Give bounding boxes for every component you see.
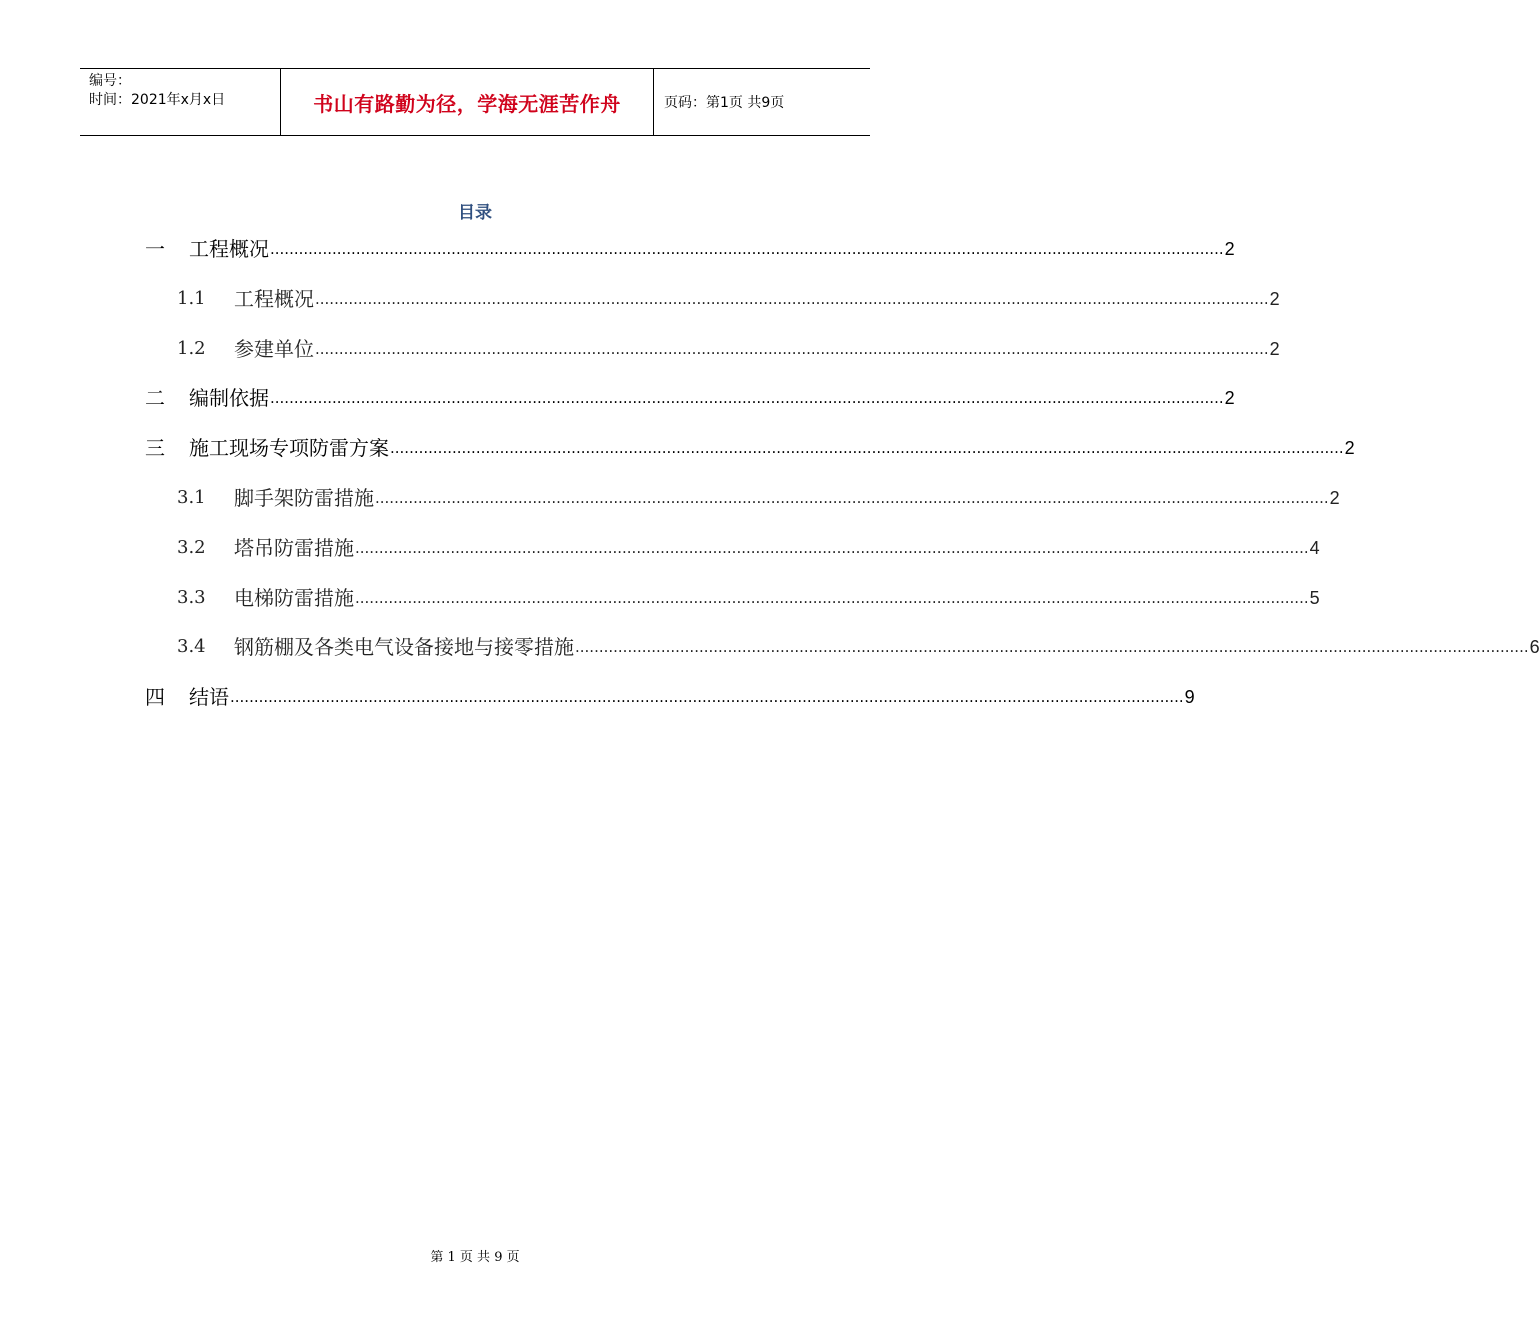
toc-entry-page: 9 — [1184, 687, 1195, 708]
toc-entry-label: 施工现场专项防雷方案 — [189, 436, 389, 461]
toc-entry[interactable] — [177, 335, 1280, 363]
toc-entry[interactable] — [145, 384, 1235, 412]
toc-entry-label: 电梯防雷措施 — [234, 585, 354, 610]
toc-leader-dots: ........................................................................................................................................................................................................ — [355, 588, 1309, 607]
toc-entry-label: 编制依据 — [189, 386, 269, 411]
toc-entry[interactable] — [145, 235, 1235, 263]
toc-entry-page: 2 — [1344, 438, 1355, 459]
toc-entry-page: 5 — [1309, 587, 1320, 608]
toc-entry-label: 钢筋棚及各类电气设备接地与接零措施 — [234, 635, 574, 660]
toc-entry-number: 1.1 — [177, 287, 206, 309]
toc-entry[interactable] — [177, 285, 1280, 313]
toc-leader-dots: ........................................................................................................................................................................................................ — [575, 638, 1529, 657]
page-footer: 第 1 页 共 9 页 — [430, 1250, 520, 1265]
toc-leader-dots: ........................................................................................................................................................................................................ — [355, 538, 1309, 557]
toc-entry-number: 3.2 — [177, 536, 206, 558]
toc-entry-page: 2 — [1329, 488, 1340, 508]
toc-entry-page: 2 — [1224, 239, 1235, 259]
toc-entry-number: 3.1 — [177, 487, 206, 508]
toc-entry[interactable] — [177, 484, 1340, 512]
header-meta — [80, 69, 281, 135]
toc-entry-number: 四 — [145, 685, 165, 710]
toc-entry-label: 工程概况 — [189, 237, 269, 261]
toc-leader-dots: ........................................................................................................................................................................................................ — [270, 389, 1224, 408]
toc-entry[interactable] — [145, 683, 1195, 711]
toc-entry-page: 6 — [1529, 637, 1540, 658]
toc-entry-label: 参建单位 — [234, 336, 314, 361]
header-page-info: 页码：第1页 共9页 — [664, 95, 785, 111]
toc-entry-label: 工程概况 — [234, 286, 314, 311]
toc-entry-label: 脚手架防雷措施 — [234, 486, 374, 510]
toc-entry-page: 4 — [1309, 537, 1320, 558]
toc-entry-number: 二 — [145, 386, 165, 411]
toc-entry[interactable] — [177, 534, 1320, 562]
toc-entry-number: 1.2 — [177, 337, 206, 359]
toc-entry-number: 一 — [145, 237, 165, 261]
toc-entry-page: 2 — [1269, 338, 1280, 359]
toc-leader-dots: ........................................................................................................................................................................................................ — [315, 289, 1269, 308]
time-label: 时间：2021年x月x日 — [89, 92, 226, 108]
toc-entry-page: 2 — [1269, 288, 1280, 309]
document-header — [80, 68, 870, 136]
toc-entry-number: 3.3 — [177, 586, 206, 608]
toc-entry-label: 塔吊防雷措施 — [234, 535, 354, 560]
toc-entry-number: 三 — [145, 436, 165, 461]
toc-leader-dots: ........................................................................................................................................................................................................ — [230, 688, 1184, 707]
toc-leader-dots: ........................................................................................................................................................................................................ — [390, 439, 1344, 458]
number-label: 编号： — [89, 73, 131, 89]
toc-entry-label: 结语 — [189, 685, 229, 710]
toc-entry[interactable] — [177, 584, 1320, 612]
header-motto: 书山有路勤为径，学海无涯苦作舟 — [281, 69, 654, 135]
toc-leader-dots: ........................................................................................................................................................................................................ — [315, 339, 1269, 358]
toc-entry-page: 2 — [1224, 388, 1235, 409]
toc-leader-dots: ........................................................................................................................................................................................................ — [270, 240, 1224, 258]
toc-entry[interactable] — [145, 434, 1355, 462]
toc-entry-number: 3.4 — [177, 636, 206, 658]
toc-leader-dots: ........................................................................................................................................................................................................ — [375, 489, 1329, 507]
toc-entry[interactable] — [177, 633, 1540, 661]
toc-title: 目录 — [458, 203, 492, 223]
